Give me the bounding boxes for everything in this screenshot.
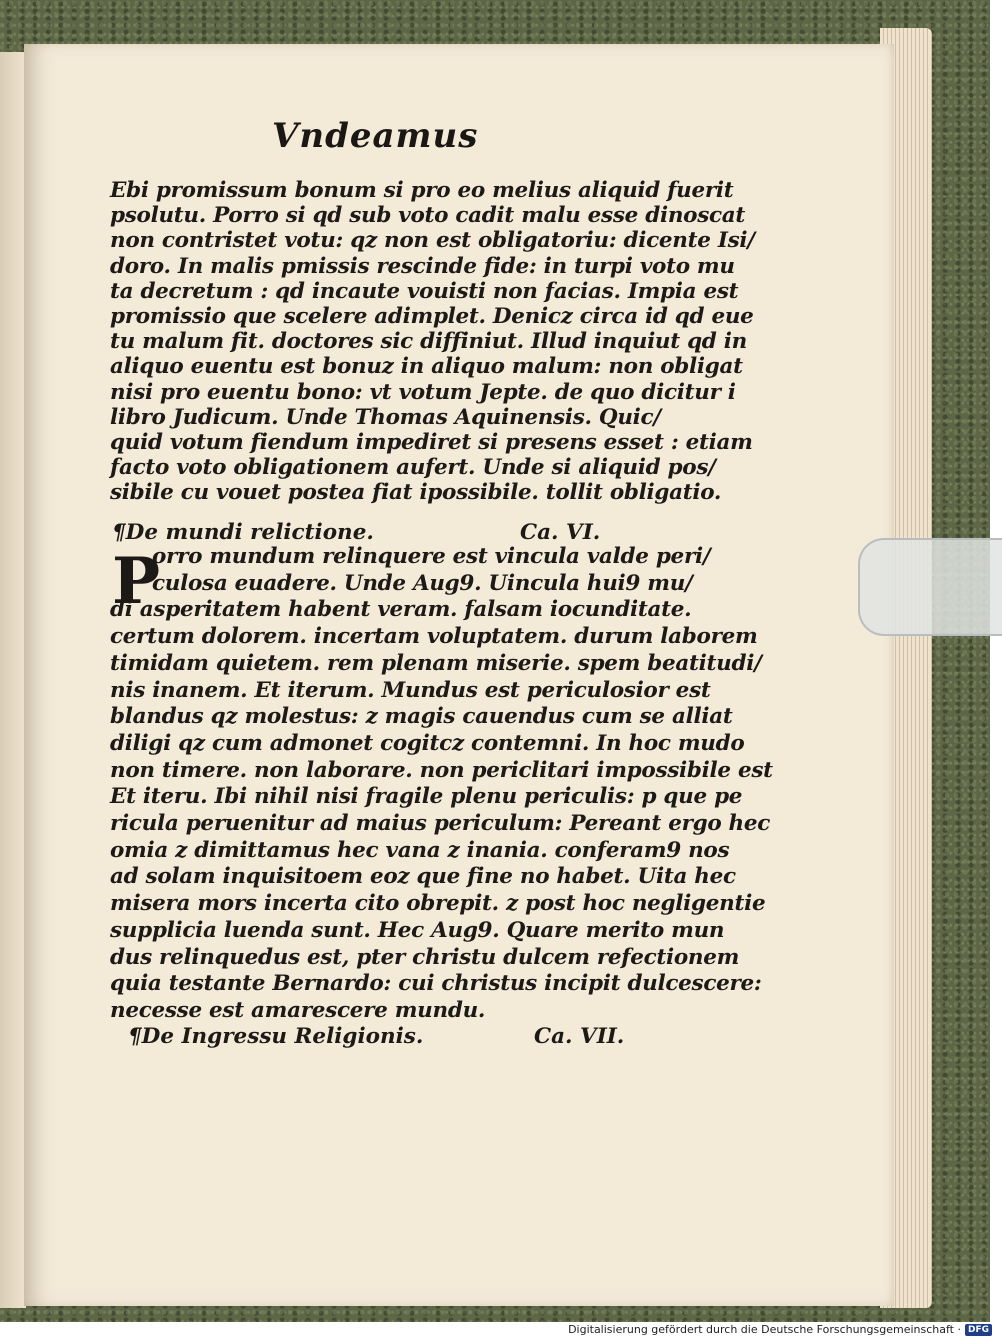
text-line: diligi qz cum admonet cogitcz contemni. In hoc mudo <box>110 730 745 756</box>
chapter-6-title: ¶De mundi relictione. <box>112 520 374 545</box>
text-line: facto voto obligationem aufert. Unde si aliquid pos/ <box>110 455 716 481</box>
drop-cap: P <box>112 544 161 619</box>
text-line: blandus qz molestus: z magis cauendus cum se alliat <box>110 704 733 730</box>
text-line: Et iteru. Ibi nihil nisi fragile plenu periculis: p que pe <box>110 784 743 810</box>
footer-text: Digitalisierung gefördert durch die Deutsche Forschungsgemeinschaft · <box>568 1323 961 1336</box>
text-line: sibile cu vouet postea fiat ipossibile. tollit obligatio. <box>110 480 722 506</box>
text-line: necesse est amarescere mundu. <box>110 997 486 1023</box>
text-line: ricula peruenitur ad maius periculum: Pereant ergo hec <box>110 811 771 836</box>
text-line: non timere. non laborare. non periclitari impossibile est <box>110 757 773 783</box>
text-line: quia testante Bernardo: cui christus incipit dulcescere: <box>110 971 762 997</box>
chapter-6-label: Ca. VI. <box>520 520 601 545</box>
text-line: Ebi promissum bonum si pro eo melius aliquid fuerit <box>110 178 734 203</box>
chapter-7-label: Ca. VII. <box>534 1024 625 1049</box>
text-line: libro Judicum. Unde Thomas Aquinensis. Quic/ <box>110 404 661 430</box>
text-line: certum dolorem. incertam voluptatem. durum laborem <box>110 624 758 650</box>
text-line: non contristet votu: qz non est obligatoriu: dicente Isi/ <box>110 228 755 254</box>
text-line: quid votum fiendum impediret si presens esset : etiam <box>110 430 753 455</box>
text-line: orro mundum relinquere est vincula valde peri/ <box>152 544 711 569</box>
text-line: nisi pro euentu bono: vt votum Jepte. de quo dicitur i <box>110 379 736 405</box>
text-line: nis inanem. Et iterum. Mundus est periculosior est <box>110 677 711 703</box>
text-line: dus relinquedus est, pter christu dulcem refectionem <box>110 944 740 970</box>
text-line: promissio que scelere adimplet. Denicz circa id qd eue <box>110 304 754 329</box>
text-line: aliquo euentu est bonuz in aliquo malum: non obligat <box>110 354 743 380</box>
facing-page-edge <box>0 52 26 1308</box>
text-line: di asperitatem habent veram. falsam iocunditate. <box>110 597 692 623</box>
text-line: timidam quietem. rem plenam miserie. spem beatitudi/ <box>110 650 762 676</box>
running-header: Vndeamus <box>272 116 479 156</box>
footer-credit <box>568 1323 992 1336</box>
text-line: misera mors incerta cito obrepit. z post hoc negligentie <box>110 891 766 917</box>
text-line: psolutu. Porro si qd sub voto cadit malu esse dinoscat <box>110 203 746 229</box>
chapter-7-title: ¶De Ingressu Religionis. <box>128 1024 424 1049</box>
text-line: ad solam inquisitoem eoz que fine no habet. Uita hec <box>110 864 736 890</box>
dfg-logo: DFG <box>965 1324 992 1336</box>
text-line: supplicia luenda sunt. Hec Aug9. Quare merito mun <box>110 917 725 943</box>
text-line: culosa euadere. Unde Aug9. Uincula hui9 mu/ <box>152 570 693 596</box>
page-clip <box>858 538 1002 636</box>
text-line: omia z dimittamus hec vana z inania. conferam9 nos <box>110 837 730 863</box>
text-line: tu malum fit. doctores sic diffiniut. Illud inquiut qd in <box>110 329 747 355</box>
text-line: doro. In malis pmissis rescinde fide: in turpi voto mu <box>110 253 735 279</box>
text-line: ta decretum : qd incaute vouisti non facias. Impia est <box>110 278 739 304</box>
